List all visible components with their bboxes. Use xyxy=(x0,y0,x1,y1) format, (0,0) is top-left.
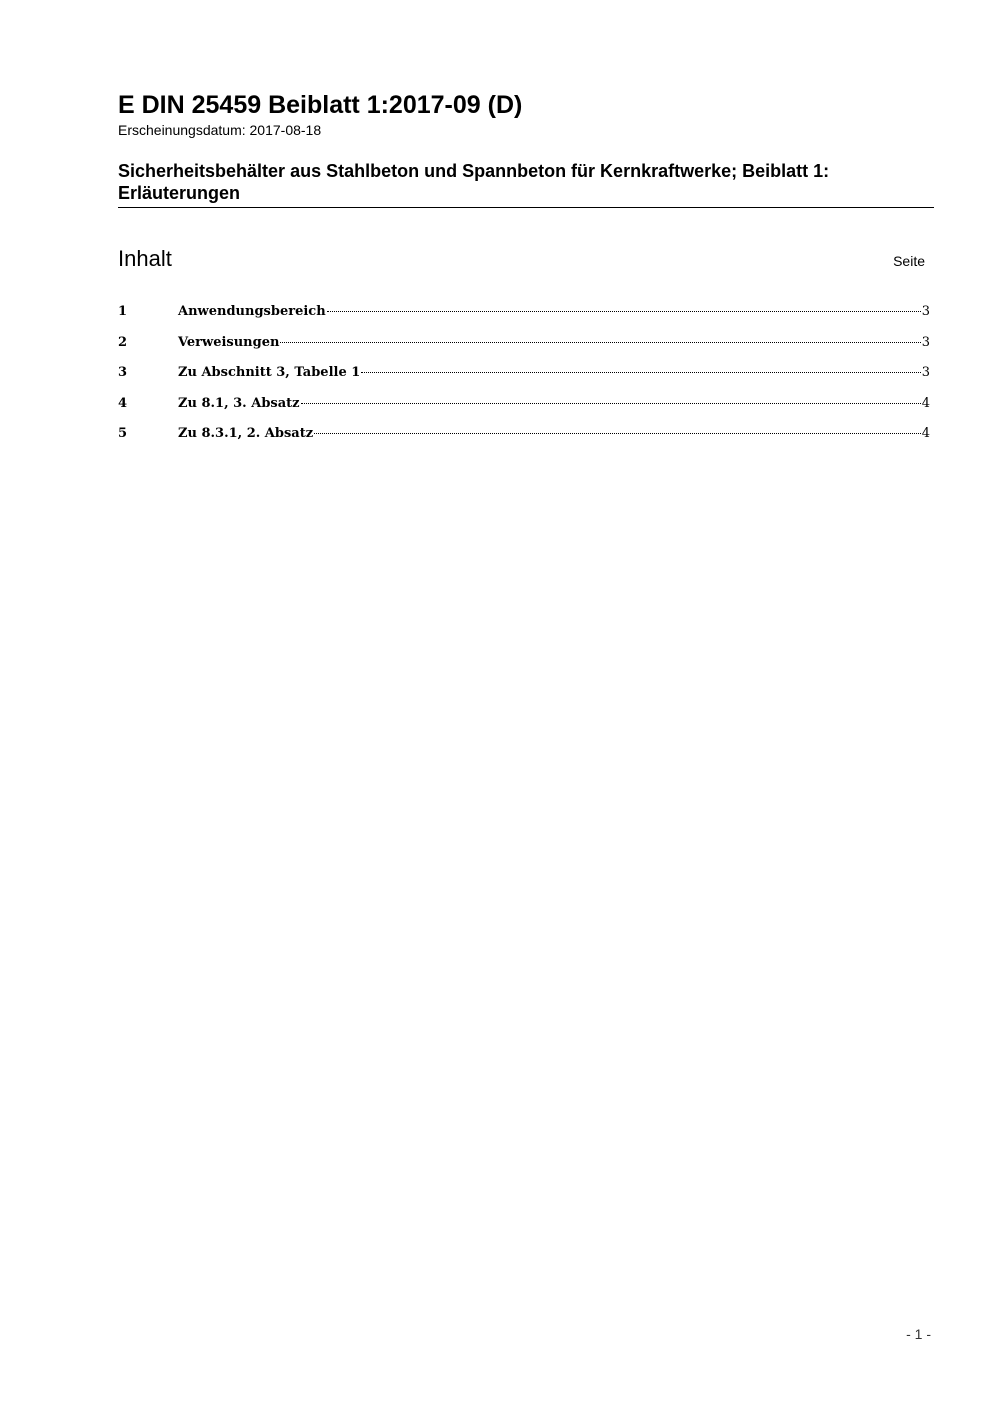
toc-leader-dots xyxy=(327,311,921,312)
toc-list xyxy=(118,302,930,455)
toc-entry-page: 3 xyxy=(921,365,930,380)
toc-entry[interactable] xyxy=(118,302,930,333)
toc-entry-title[interactable]: Zu 8.3.1, 2. Absatz xyxy=(178,426,314,441)
toc-leader-dots xyxy=(280,342,920,343)
toc-entry-page: 3 xyxy=(921,304,930,319)
document-subtitle: Sicherheitsbehälter aus Stahlbeton und Spannbeton für Kernkraftwerke; Beiblatt 1: Erläuterungen xyxy=(118,160,934,208)
toc-entry-title[interactable]: Zu 8.1, 3. Absatz xyxy=(178,395,300,411)
toc-entry-page: 4 xyxy=(921,395,930,411)
toc-entry-number: 1 xyxy=(118,304,128,319)
toc-entry[interactable] xyxy=(118,363,930,394)
toc-entry-number: 4 xyxy=(118,395,128,411)
toc-entry-number: 2 xyxy=(118,334,128,350)
toc-entry-page: 4 xyxy=(921,426,930,441)
toc-entry[interactable] xyxy=(118,424,930,455)
toc-entry-title[interactable]: Anwendungsbereich xyxy=(178,304,326,319)
toc-entry-number: 5 xyxy=(118,426,128,441)
toc-heading: Inhalt xyxy=(118,246,172,271)
toc-leader-dots xyxy=(301,403,921,404)
issue-date: Erscheinungsdatum: 2017-08-18 xyxy=(118,122,322,138)
toc-entry[interactable] xyxy=(118,394,930,425)
document-title: E DIN 25459 Beiblatt 1:2017-09 (D) xyxy=(118,91,523,119)
toc-page-label: Seite xyxy=(893,253,925,269)
toc-leader-dots xyxy=(361,372,920,373)
page-number: - 1 - xyxy=(906,1326,931,1342)
toc-entry-page: 3 xyxy=(921,334,930,350)
toc-entry-title[interactable]: Verweisungen xyxy=(178,334,280,350)
toc-entry[interactable] xyxy=(118,333,930,364)
toc-entry-title[interactable]: Zu Abschnitt 3, Tabelle 1 xyxy=(178,365,361,380)
toc-leader-dots xyxy=(314,433,921,434)
toc-entry-number: 3 xyxy=(118,365,128,380)
